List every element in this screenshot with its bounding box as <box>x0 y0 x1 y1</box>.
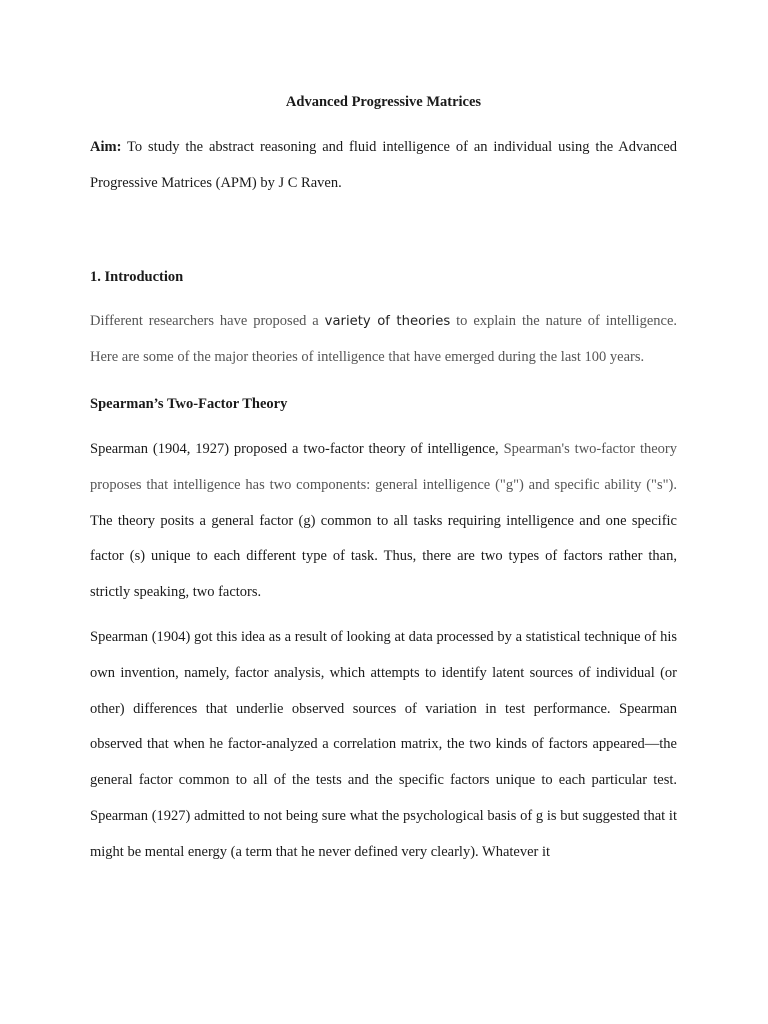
subheading-spearman: Spearman’s Two-Factor Theory <box>90 396 288 412</box>
spearman-paragraph-2: Spearman (1904) got this idea as a result of looking at data processed by a statistical technique of his own invention, namely, factor analysis, which attempts to identify latent sources of individual (or other) differences that underlie observed sources of variation in test performance. Spearman observed that when he factor-analyzed a correlation matrix, the two kinds of factors appeared—the general factor common to all of the tests and the specific factors unique to each particular test. Spearman (1927) admitted to not being sure what the psychological basis of g is but suggested that it might be mental energy (a term that he never defined very clearly). Whatever it <box>90 629 677 860</box>
intro-text-start: Different researchers have proposed a <box>90 313 325 329</box>
variety-of-theories-link[interactable]: variety of theories <box>324 314 451 329</box>
aim-label: Aim: <box>90 139 122 155</box>
intro-paragraph <box>90 304 677 376</box>
intro-text-end: to explain the nature of intelligence. Here are some of the major theories of intelligence that have emerged during the last 100 years. <box>90 313 678 365</box>
para1-text-end: The theory posits a general factor (g) common to all tasks requiring intelligence and one specific factor (s) unique to each different type of task. Thus, there are two types of factors rather than, strictly speaking, two factors. <box>90 512 677 601</box>
section-heading-introduction: 1. Introduction <box>90 269 184 285</box>
aim-paragraph <box>90 130 677 202</box>
para1-quoted-text: Spearman's two-factor theory proposes that intelligence has two components: general intelligence ("g") and specific ability ("s"). <box>90 441 677 493</box>
spearman-paragraph-1 <box>90 432 677 611</box>
aim-text: To study the abstract reasoning and fluid intelligence of an individual using the Advanced Progressive Matrices (APM) by J C Raven. <box>90 139 677 191</box>
document-title: Advanced Progressive Matrices <box>285 94 482 110</box>
para1-text-start: Spearman (1904, 1927) proposed a two-factor theory of intelligence, <box>90 441 504 457</box>
